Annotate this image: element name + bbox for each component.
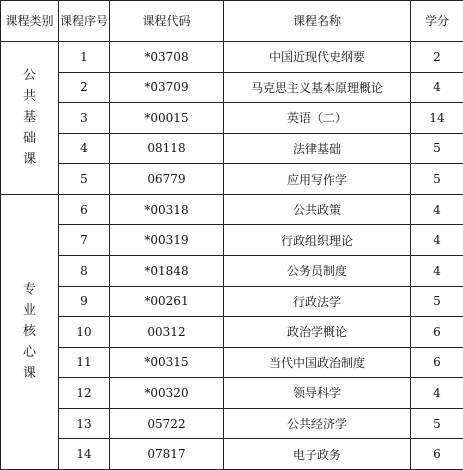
credit-cell: 5 — [411, 133, 463, 164]
code-cell: *00318 — [110, 194, 224, 225]
code-cell: *00015 — [110, 103, 224, 134]
seq-cell: 3 — [59, 103, 110, 134]
credit-cell: 5 — [411, 408, 463, 439]
seq-cell: 12 — [59, 378, 110, 409]
seq-cell: 8 — [59, 255, 110, 286]
table-row — [1, 194, 463, 225]
category-cell — [1, 194, 59, 469]
code-cell: *01848 — [110, 255, 224, 286]
table-row — [1, 439, 463, 470]
name-cell: 电子政务 — [224, 439, 411, 470]
seq-cell: 2 — [59, 72, 110, 103]
table-row — [1, 72, 463, 103]
code-cell: 07817 — [110, 439, 224, 470]
name-cell: 公共政策 — [224, 194, 411, 225]
seq-cell: 5 — [59, 164, 110, 195]
table-row — [1, 255, 463, 286]
credit-cell: 6 — [411, 347, 463, 378]
credit-cell: 14 — [411, 103, 463, 134]
credit-cell: 5 — [411, 286, 463, 317]
name-cell: 当代中国政治制度 — [224, 347, 411, 378]
credit-cell: 4 — [411, 72, 463, 103]
code-cell: *03708 — [110, 42, 224, 73]
code-cell: *00261 — [110, 286, 224, 317]
name-cell: 公共经济学 — [224, 408, 411, 439]
header-name: 课程名称 — [224, 1, 411, 42]
seq-cell: 7 — [59, 225, 110, 256]
credit-cell: 6 — [411, 439, 463, 470]
seq-cell: 9 — [59, 286, 110, 317]
table-body — [1, 42, 463, 470]
name-cell: 马克思主义基本原理概论 — [224, 72, 411, 103]
code-cell: 00312 — [110, 317, 224, 348]
name-cell: 公务员制度 — [224, 255, 411, 286]
seq-cell: 14 — [59, 439, 110, 470]
credit-cell: 2 — [411, 42, 463, 73]
table-row — [1, 133, 463, 164]
code-cell: *00315 — [110, 347, 224, 378]
credit-cell: 5 — [411, 164, 463, 195]
credit-cell: 4 — [411, 194, 463, 225]
credit-cell: 6 — [411, 317, 463, 348]
name-cell: 应用写作学 — [224, 164, 411, 195]
code-cell: 05722 — [110, 408, 224, 439]
seq-cell: 13 — [59, 408, 110, 439]
header-row — [1, 1, 463, 42]
table-row — [1, 317, 463, 348]
name-cell: 法律基础 — [224, 133, 411, 164]
credit-cell: 4 — [411, 225, 463, 256]
table-row — [1, 225, 463, 256]
name-cell: 领导科学 — [224, 378, 411, 409]
seq-cell: 4 — [59, 133, 110, 164]
name-cell: 政治学概论 — [224, 317, 411, 348]
credit-cell: 4 — [411, 378, 463, 409]
code-cell: *00320 — [110, 378, 224, 409]
table-row — [1, 347, 463, 378]
header-credit: 学分 — [411, 1, 463, 42]
table-row — [1, 103, 463, 134]
seq-cell: 11 — [59, 347, 110, 378]
code-cell: 08118 — [110, 133, 224, 164]
header-code: 课程代码 — [110, 1, 224, 42]
name-cell: 行政组织理论 — [224, 225, 411, 256]
seq-cell: 10 — [59, 317, 110, 348]
credit-cell: 4 — [411, 255, 463, 286]
code-cell: *00319 — [110, 225, 224, 256]
name-cell: 中国近现代史纲要 — [224, 42, 411, 73]
name-cell: 行政法学 — [224, 286, 411, 317]
table-row — [1, 164, 463, 195]
header-category: 课程类别 — [1, 1, 59, 42]
name-cell: 英语（二） — [224, 103, 411, 134]
table-row — [1, 42, 463, 73]
table-row — [1, 378, 463, 409]
code-cell: *03709 — [110, 72, 224, 103]
table-row — [1, 286, 463, 317]
code-cell: 06779 — [110, 164, 224, 195]
table-row — [1, 408, 463, 439]
category-label: 公共基础课 — [22, 68, 36, 168]
category-cell — [1, 42, 59, 195]
seq-cell: 6 — [59, 194, 110, 225]
seq-cell: 1 — [59, 42, 110, 73]
header-seq: 课程序号 — [59, 1, 110, 42]
category-label: 专业核心课 — [22, 282, 36, 382]
